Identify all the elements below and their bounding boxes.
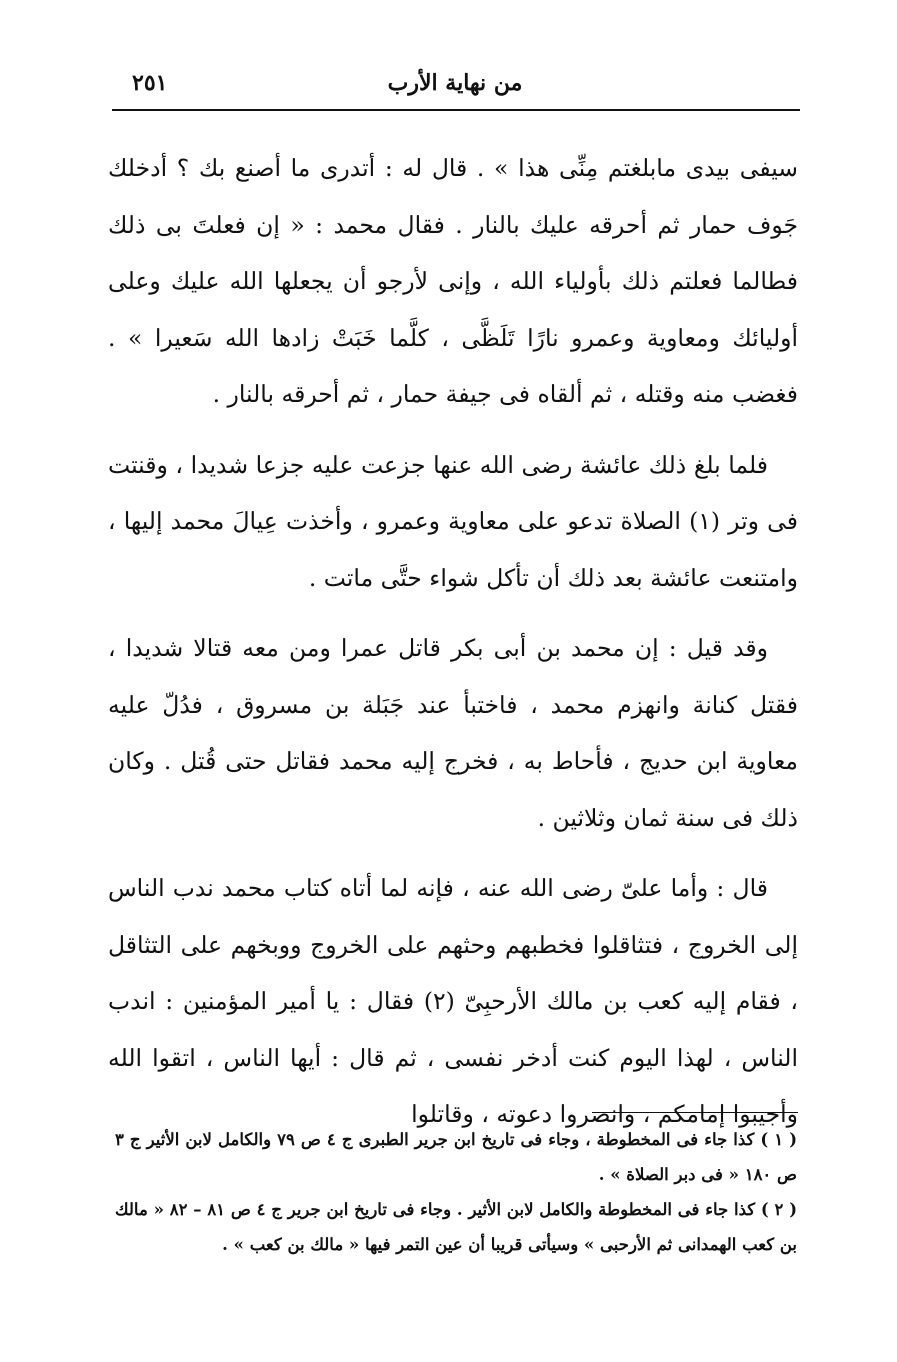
page-number: ٢٥١ (132, 70, 168, 96)
paragraph: قال : وأما علىّ رضى الله عنه ، فإنه لما أتاه كتاب محمد ندب الناس إلى الخروج ، فتثاقلوا فخطبهم وحثهم على الخروج ووبخهم على التثاقل ، فقام إليه كعب بن مالك الأرحبِىّ (٢) فقال : يا أمير المؤمنين : اندب الناس ، لهذا اليوم كنت أدخر نفسى ، ثم قال : أيها الناس ، اتقوا الله وأجيبوا إمامكم ، وانصروا دعوته ، وقاتلوا (108, 874, 798, 1128)
header-rule (112, 109, 800, 111)
footnote-1: ( ١ ) كذا جاء فى المخطوطة ، وجاء فى تاريخ ابن جرير الطبرى ج ٤ ص ٧٩ والكامل لابن الأثير ج ٣ ص ١٨٠ « فى دبر الصلاة » . (115, 1130, 798, 1184)
page-header (110, 62, 800, 98)
paragraph: فلما بلغ ذلك عائشة رضى الله عنها جزعت عليه جزعا شديدا ، وقنتت فى وتر (١) الصلاة تدعو على معاوية وعمرو ، وأخذت عِيالَ محمد إليها ، وامتنعت عائشة بعد ذلك أن تأكل شواء حتَّى ماتت . (108, 450, 798, 592)
footnote-2: ( ٢ ) كذا جاء فى المخطوطة والكامل لابن الأثير . وجاء فى تاريخ ابن جرير ج ٤ ص ٨١ – ٨٢ « مالك بن كعب الهمدانى ثم الأرحبى » وسيأتى قريبا أن عين التمر فيها « مالك بن كعب » . (115, 1200, 797, 1254)
footnote-rule (592, 1112, 798, 1113)
paragraph-continuation: سيفى بيدى مابلغتم مِنِّى هذا » . قال له : أتدرى ما أصنع بك ؟ أدخلك جَوف حمار ثم أحرقه عليك بالنار . فقال محمد : « إن فعلتَ بى ذلك فطالما فعلتم ذلك بأولياء الله ، وإنى لأرجو أن يجعلها الله عليك وعلى أوليائك ومعاوية وعمرو نارًا تَلَظَّى ، كلَّما خَبَتْ زادها الله سَعيرا » . فغضب منه وقتله ، ثم ألقاه فى جيفة حمار ، ثم أحرقه بالنار . (108, 154, 798, 408)
running-title: من نهاية الأرب (387, 70, 523, 96)
paragraph: وقد قيل : إن محمد بن أبى بكر قاتل عمرا ومن معه قتالا شديدا ، فقتل كنانة وانهزم محمد ، فاختبأ عند جَبَلة بن مسروق ، فدُلّ عليه معاوية ابن حديج ، فأحاط به ، فخرج إليه محمد فقاتل حتى قُتل . وكان ذلك فى سنة ثمان وثلاثين . (108, 634, 798, 832)
footnotes (115, 1122, 797, 1262)
main-text (108, 140, 798, 1143)
